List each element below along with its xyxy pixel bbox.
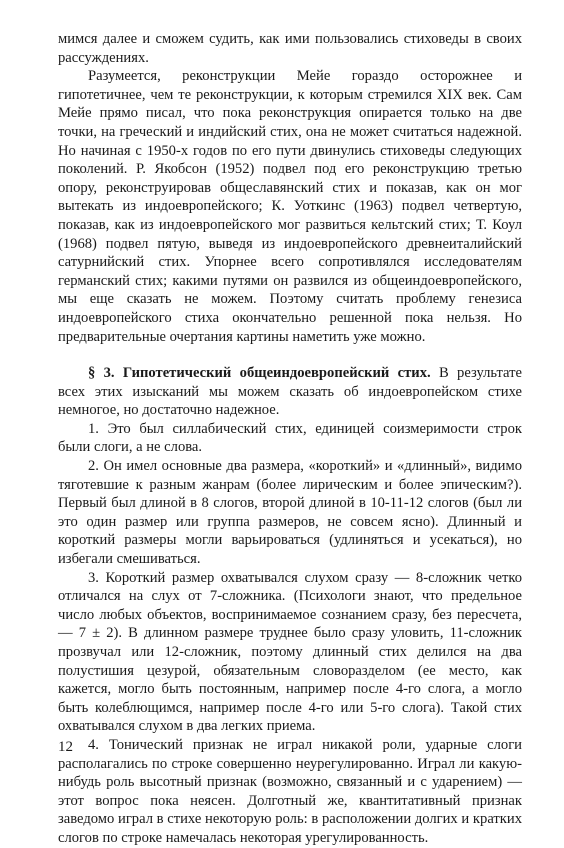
section-3-paragraph <box>58 364 522 420</box>
list-item-1: 1. Это был силлабический стих, единицей соизмеримости строк были слоги, а не слова. <box>58 420 522 456</box>
list-item-2: 2. Он имел основные два размера, «короткий» и «длинный», видимо тяготевшие к разным жанрам (более лирическим и более эпическим?). Первый был длиной в 8 слогов, второй длиной в 10-11-12 слогов (был ли это один размер или группа размеров, не совсем ясно). Длинный и короткий размеры могли варьироваться (удлиняться и усекаться), но избегали смешиваться. <box>58 458 522 568</box>
paragraph-meillet-reconstruction: Разумеется, реконструкции Мейе гораздо осторожнее и гипотетичнее, чем те реконструкции, к которым стремился XIX век. Сам Мейе прямо писал, что пока реконструкция опирается только на две точки, на греческий и индийский стих, она не может считаться надежной. Но начиная с 1950-х годов по его пути двинулись стиховеды следующих поколений. Р. Якобсон (1952) подвел под его реконструкцию третью опору, реконструировав общеславянский стих и показав, как он мог вытекать из индоевропейского; К. Уоткинс (1963) подвел четвертую, показав, как из индоевропейского мог развиться кельтский стих; Т. Коул (1968) подвел пятую, выведя из индоевропейского древнеиталийский сатурнийский стих. Упорнее всего сопротивлялся исследователям германский стих; какими путями он развился из общеиндоевропейского, мы еще сказать не можем. Поэтому считать проблему генезиса индоевропейского стиха окончательно решенной пока нельзя. Но предварительные очертания картины наметить уже можно. <box>58 68 522 345</box>
list-item-3: 3. Короткий размер охватывался слухом сразу — 8-сложник четко отличался на слух от 7-сложника. (Психологи знают, что предельное число любых объектов, воспринимаемое сознанием сразу, без пересчета,— 7 ± 2). В длинном размере труднее было сразу уловить, 11-сложник прозвучал или 12-сложник, поэтому длинный стих делился на два полустишия цезурой, обязательным словоразделом (ее место, как кажется, могло быть постоянным, например после 4-го слога, а могло быть колеблющимся, например после 4-го или 5-го слога). Такой стих охватывался слухом в два легких приема. <box>58 569 522 735</box>
list-item-4: 4. Тонический признак не играл никакой роли, ударные слоги располагались по строке совершенно неурегулированно. Играл ли какую-нибудь роль высотный признак (возможно, связанный и с ударением) — этот вопрос пока неясен. Долготный же, квантитативный признак заведомо играл в стихе некоторую роль: в расположении долгих и кратких слогов по строке намечалась некоторая урегулированность. <box>58 736 522 846</box>
section-intro-text: В результате всех этих изысканий мы можем сказать об индоевропейском стихе немногое, но достаточно надежное. <box>58 365 522 419</box>
page-number: 12 <box>58 739 73 755</box>
section-heading: § 3. Гипотетический общеиндоевропейский стих. <box>88 365 431 382</box>
paragraph-continuation: мимся далее и сможем судить, как ими пользовались стиховеды в своих рассуждениях. <box>58 31 522 66</box>
